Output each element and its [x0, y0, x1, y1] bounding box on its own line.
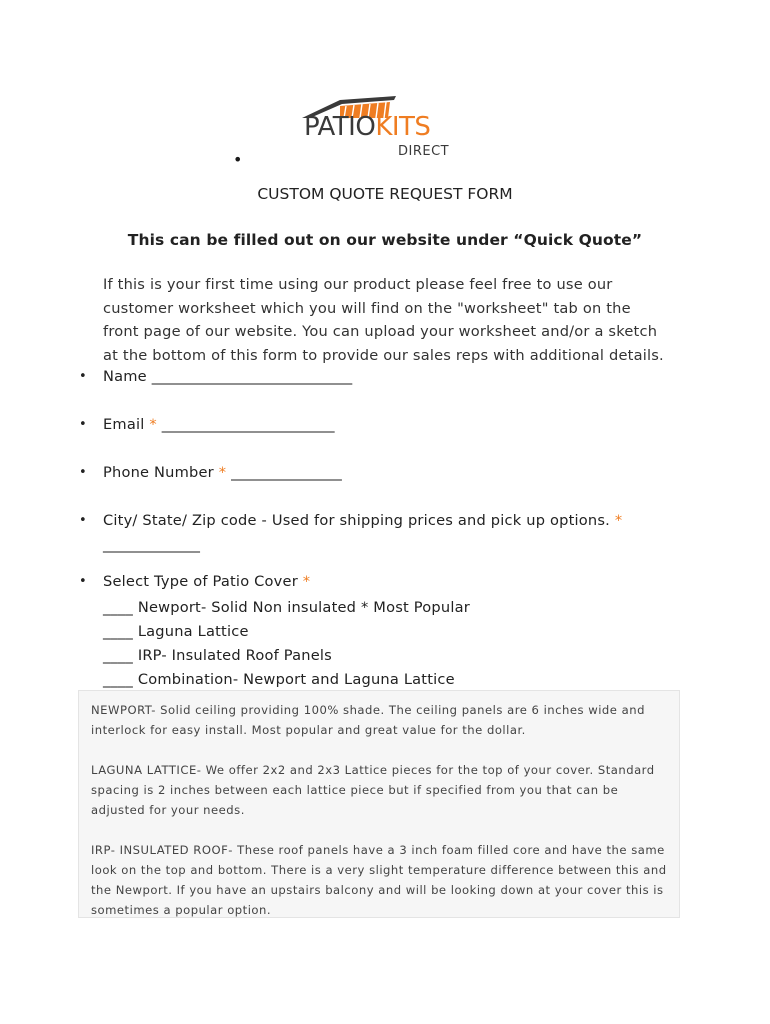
intro-paragraph: [103, 273, 683, 367]
patio-type-label: Select Type of Patio Cover: [103, 573, 298, 590]
info-irp: IRP- INSULATED ROOF- These roof panels have a 3 inch foam filled core and have the same look on the top and bottom. There is a very slight temperature difference between this and the Newport. If you have an upstairs balcony and will be looking down at your cover this is sometimes a popular option.: [91, 843, 667, 917]
bullet-dot: •: [79, 369, 87, 384]
bullet-dot: •: [79, 465, 87, 480]
info-laguna: LAGUNA LATTICE- We offer 2x2 and 2x3 Lattice pieces for the top of your cover. Standard spacing is 2 inches between each lattice piece but if specified from you that can be adjusted for your needs.: [91, 763, 655, 817]
phone-label: Phone Number: [103, 464, 214, 481]
required-asterisk: *: [302, 573, 311, 590]
form-title: CUSTOM QUOTE REQUEST FORM: [257, 185, 513, 203]
city-input-line[interactable]: ______________: [103, 536, 200, 553]
intro-line: at the bottom of this form to provide our sales reps with additional details.: [103, 346, 664, 364]
option-laguna-lattice[interactable]: ____ Laguna Lattice: [103, 623, 249, 640]
intro-line: front page of our website. You can upload your worksheet and/or a sketch: [103, 323, 658, 340]
option-combination[interactable]: ____ Combination- Newport and Laguna Lattice: [103, 671, 455, 688]
required-asterisk: *: [149, 416, 157, 433]
name-label: Name: [103, 368, 147, 385]
name-input-line[interactable]: _____________________________: [151, 368, 352, 385]
intro-line: If this is your first time using our product please feel free to use our: [103, 276, 613, 293]
required-asterisk: *: [218, 464, 227, 481]
option-newport[interactable]: ____ Newport- Solid Non insulated * Most Popular: [103, 599, 470, 616]
patio-type-options: [103, 596, 470, 692]
logo-wordmark: [304, 112, 430, 142]
patiokits-logo: [300, 92, 480, 162]
option-irp[interactable]: ____ IRP- Insulated Roof Panels: [103, 647, 332, 664]
city-label: City/ State/ Zip code - Used for shipping prices and pick up options.: [103, 512, 610, 529]
email-label: Email: [103, 416, 145, 433]
required-asterisk: *: [614, 512, 623, 529]
bullet-dot: •: [79, 513, 87, 528]
intro-line: customer worksheet which you will find on the "worksheet" tab on the: [103, 299, 631, 317]
bullet-dot: •: [79, 417, 87, 432]
bullet-dot: •: [79, 574, 87, 589]
patio-type-info-box: [78, 690, 680, 918]
form-subtitle: This can be filled out on our website under “Quick Quote”: [127, 231, 643, 249]
logo-word-kits: KITS: [375, 112, 431, 142]
logo-direct: DIRECT: [398, 144, 450, 159]
logo-word-patio: PATIO: [304, 112, 376, 142]
stray-bullet: •: [233, 150, 243, 169]
phone-input-line[interactable]: ________________: [231, 464, 342, 481]
email-input-line[interactable]: _________________________: [161, 416, 335, 433]
info-newport: NEWPORT- Solid ceiling providing 100% shade. The ceiling panels are 6 inches wide and interlock for easy install. Most popular and great value for the dollar.: [91, 703, 645, 737]
